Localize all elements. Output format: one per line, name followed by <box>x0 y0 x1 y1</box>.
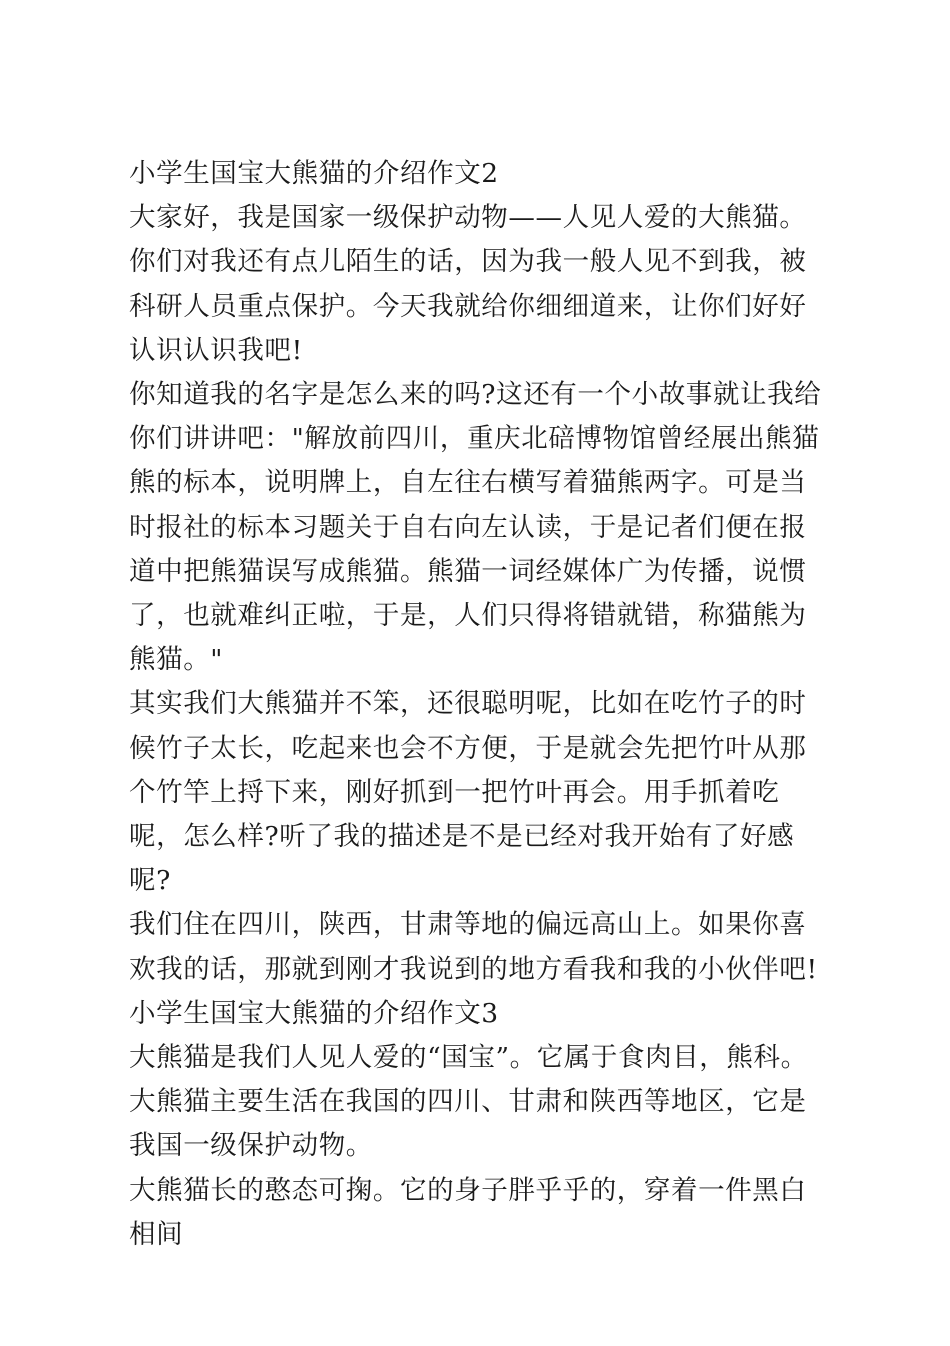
paragraph: 我们住在四川，陕西，甘肃等地的偏远高山上。如果你喜欢我的话，那就到刚才我说到的地方看我和我的小伙伴吧! <box>129 909 818 985</box>
paragraph: 其实我们大熊猫并不笨，还很聪明呢，比如在吃竹子的时候竹子太长，吃起来也会不方便，于是就会先把竹叶从那个竹竿上捋下来，刚好抓到一把竹叶再会。用手抓着吃呢，怎么样?听了我的描述是不是已经对我开始有了好感呢? <box>129 688 807 897</box>
section-heading-3: 小学生国宝大熊猫的介绍作文3 <box>129 997 499 1029</box>
paragraph: 大熊猫长的憨态可掬。它的身子胖乎乎的，穿着一件黑白相间 <box>129 1174 807 1250</box>
paragraph: 大家好，我是国家一级保护动物——人见人爱的大熊猫。你们对我还有点儿陌生的话，因为我一般人见不到我，被科研人员重点保护。今天我就给你细细道来，让你们好好认识认识我吧! <box>129 202 807 366</box>
section-heading-2: 小学生国宝大熊猫的介绍作文2 <box>129 158 499 189</box>
paragraph: 大熊猫是我们人见人爱的“国宝”。它属于食肉目，熊科。大熊猫主要生活在我国的四川、甘肃和陕西等地区，它是我国一级保护动物。 <box>129 1042 808 1162</box>
document-body <box>129 152 823 1257</box>
paragraph: 你知道我的名字是怎么来的吗?这还有一个小故事就让我给你们讲讲吧："解放前四川，重庆北碚博物馆曾经展出熊猫熊的标本，说明牌上，自左往右横写着猫熊两字。可是当时报社的标本习题关于自右向左认读，于是记者们便在报道中把熊猫误写成熊猫。熊猫一词经媒体广为传播，说惯了，也就难纠正啦，于是，人们只得将错就错，称猫熊为熊猫。" <box>129 379 822 676</box>
